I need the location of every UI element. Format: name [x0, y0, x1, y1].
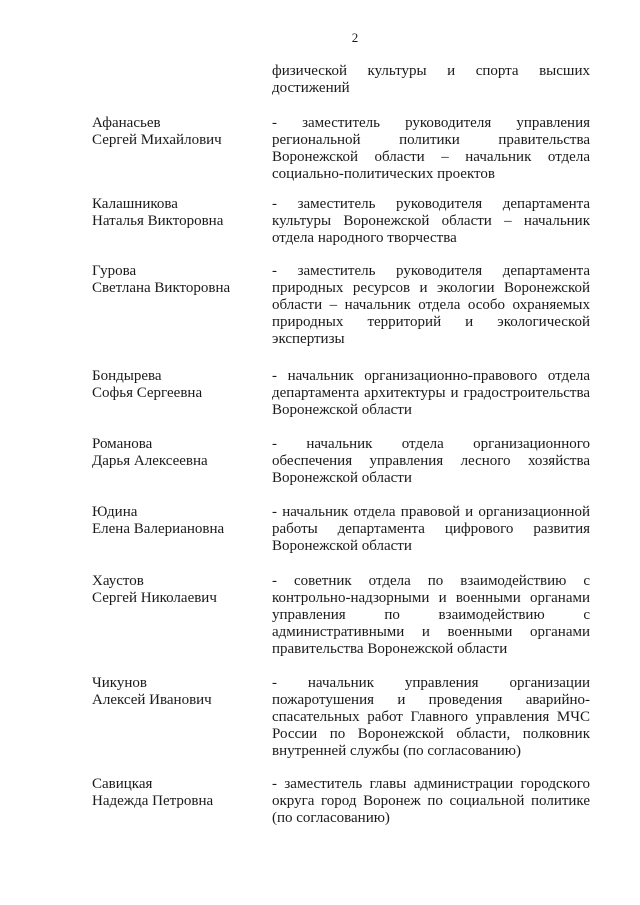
- continuation-text: физической культуры и спорта высших достижений: [272, 63, 590, 96]
- member-surname: Хаустов: [92, 573, 144, 589]
- member-entry: [0, 263, 640, 353]
- member-name: [92, 675, 262, 709]
- member-given-name: Светлана Викторовна: [92, 280, 231, 296]
- member-position: - начальник организационно-правового отдела департамента архитектуры и градостроительства Воронежской области: [272, 368, 590, 418]
- member-given-name: Сергей Михайлович: [92, 132, 222, 148]
- member-name: [92, 115, 262, 149]
- member-entry: [0, 776, 640, 866]
- member-given-name: Алексей Иванович: [92, 692, 212, 708]
- member-surname: Савицкая: [92, 776, 153, 792]
- member-position: - заместитель главы администрации городского округа город Воронеж по социальной политике (по согласованию): [272, 776, 590, 826]
- member-surname: Бондырева: [92, 368, 162, 384]
- member-given-name: Елена Валериановна: [92, 521, 225, 537]
- member-surname: Юдина: [92, 504, 138, 520]
- member-surname: Чикунов: [92, 675, 147, 691]
- member-entry: [0, 675, 640, 765]
- member-given-name: Наталья Викторовна: [92, 213, 224, 229]
- member-position: - заместитель руководителя департамента природных ресурсов и экологии Воронежской области – начальник отдела особо охраняемых природных территорий и экологической экспертизы: [272, 263, 590, 347]
- member-name: [92, 776, 262, 810]
- member-position: - начальник отдела правовой и организационной работы департамента цифрового развития Воронежской области: [272, 504, 590, 554]
- member-entry: [0, 115, 640, 205]
- page-number: 2: [351, 30, 359, 45]
- member-entry: [0, 573, 640, 663]
- member-name: [92, 504, 262, 538]
- member-surname: Романова: [92, 436, 153, 452]
- member-name: [92, 436, 262, 470]
- member-surname: Афанасьев: [92, 115, 161, 131]
- member-position: - заместитель руководителя управления региональной политики правительства Воронежской области – начальник отдела социально-политических проектов: [272, 115, 590, 182]
- member-name: [92, 263, 262, 297]
- member-position: - заместитель руководителя департамента культуры Воронежской области – начальник отдела народного творчества: [272, 196, 590, 246]
- member-given-name: Надежда Петровна: [92, 793, 214, 809]
- member-name: [92, 196, 262, 230]
- member-position: - советник отдела по взаимодействию с контрольно-надзорными и военными органами управления по взаимодействию с административными и военными органами правительства Воронежской области: [272, 573, 590, 657]
- member-given-name: Сергей Николаевич: [92, 590, 217, 606]
- member-position: - начальник отдела организационного обеспечения управления лесного хозяйства Воронежской области: [272, 436, 590, 486]
- member-surname: Гурова: [92, 263, 137, 279]
- member-name: [92, 368, 262, 402]
- member-position: - начальник управления организации пожаротушения и проведения аварийно-спасательных работ Главного управления МЧС России по Воронежской области, полковник внутренней службы (по согласованию): [272, 675, 590, 759]
- member-name: [92, 573, 262, 607]
- member-surname: Калашникова: [92, 196, 178, 212]
- member-given-name: Дарья Алексеевна: [92, 453, 208, 469]
- member-given-name: Софья Сергеевна: [92, 385, 203, 401]
